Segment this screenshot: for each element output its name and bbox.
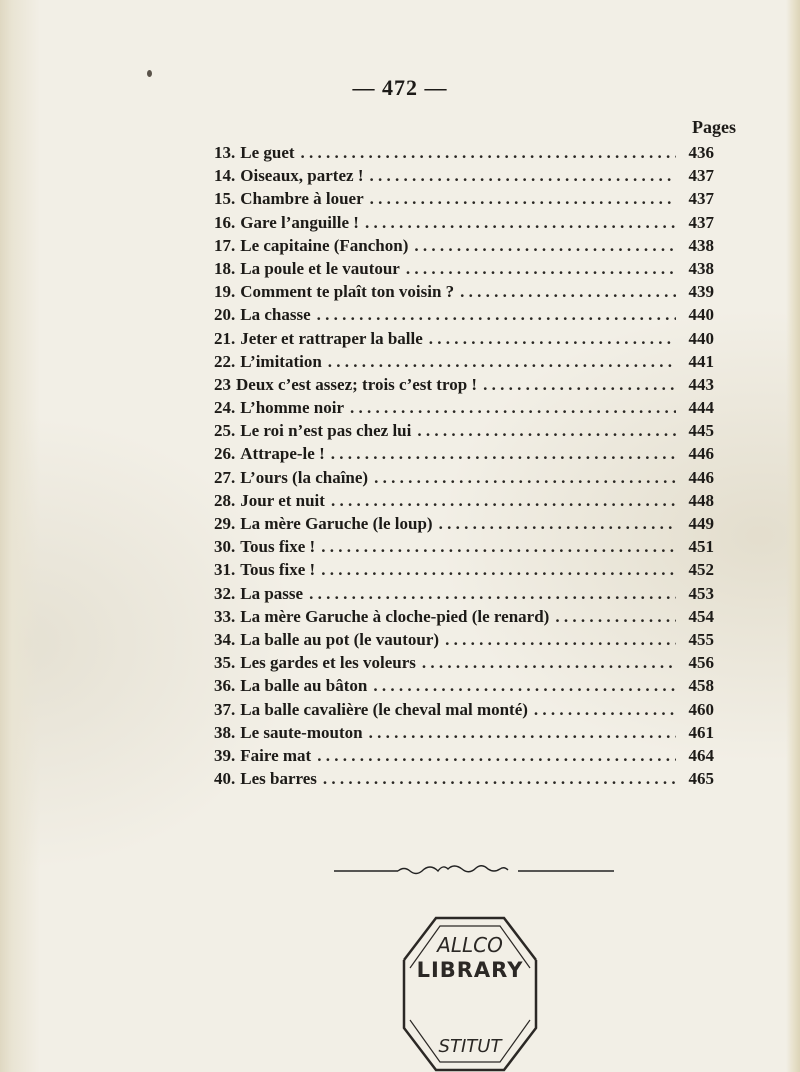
toc-entry-title: Deux c’est assez; trois c’est trop ! (236, 374, 478, 394)
toc-entry (214, 444, 714, 467)
toc-entry-number: 28. (214, 490, 236, 510)
toc-leader-dots (317, 746, 676, 766)
toc-entry (214, 282, 714, 305)
toc-entry (214, 236, 714, 259)
toc-entry-page: 452 (688, 560, 714, 580)
toc-entry-page: 446 (688, 444, 714, 464)
toc-leader-dots (373, 676, 676, 696)
toc-entry-page: 465 (688, 769, 714, 789)
toc-entry-number: 23 (214, 374, 231, 394)
toc-entry-page: 437 (688, 166, 714, 186)
toc-entry-number: 26. (214, 444, 236, 464)
toc-entry-page: 445 (688, 421, 714, 441)
toc-leader-dots (301, 143, 676, 163)
pages-column-header: Pages (692, 117, 736, 137)
toc-entry-number: 18. (214, 258, 236, 278)
decorative-rule-icon (334, 862, 614, 876)
toc-entry-page: 453 (688, 583, 714, 603)
toc-entry-title: Comment te plaît ton voisin ? (240, 282, 455, 302)
toc-entry-title: La balle au pot (le vautour) (240, 629, 440, 649)
toc-entry (214, 305, 714, 328)
toc-leader-dots (429, 329, 676, 349)
toc-entry-page: 458 (688, 676, 714, 696)
toc-entry-title: La passe (240, 583, 304, 603)
toc-entry-number: 19. (214, 282, 236, 302)
toc-entry (214, 537, 714, 560)
toc-leader-dots (422, 653, 676, 673)
toc-entry-number: 39. (214, 745, 236, 765)
toc-entry (214, 329, 714, 352)
toc-entry-title: Faire mat (240, 745, 312, 765)
toc-entry-page: 438 (688, 235, 714, 255)
toc-entry-title: Tous fixe ! (240, 560, 316, 580)
toc-entry-page: 438 (688, 258, 714, 278)
toc-entry-title: La chasse (240, 305, 311, 325)
toc-entry (214, 421, 714, 444)
page-number: — 472 — (352, 75, 448, 100)
toc-entry (214, 584, 714, 607)
page-edge-left (0, 0, 40, 1072)
toc-leader-dots (483, 375, 676, 395)
toc-leader-dots (331, 491, 676, 511)
toc-entry (214, 259, 714, 282)
toc-leader-dots (555, 607, 676, 627)
toc-entry-page: 441 (688, 351, 714, 371)
toc-leader-dots (369, 166, 676, 186)
toc-entry-number: 25. (214, 421, 236, 441)
toc-leader-dots (369, 723, 676, 743)
toc-entry (214, 491, 714, 514)
toc-leader-dots (445, 630, 676, 650)
toc-leader-dots (374, 468, 676, 488)
toc-entry (214, 653, 714, 676)
toc-entry-number: 17. (214, 235, 236, 255)
toc-leader-dots (321, 537, 676, 557)
toc-leader-dots (460, 282, 676, 302)
stamp-arc-text: ALLCO (437, 933, 503, 957)
toc-entry-title: La balle cavalière (le cheval mal monté) (240, 699, 528, 719)
toc-entry-number: 20. (214, 305, 236, 325)
toc-entry-number: 16. (214, 212, 236, 232)
toc-entry-page: 448 (688, 490, 714, 510)
toc-entry-title: Le capitaine (Fanchon) (240, 235, 409, 255)
toc-entry-page: 437 (688, 189, 714, 209)
toc-entry-number: 36. (214, 676, 236, 696)
toc-entry (214, 560, 714, 583)
toc-entry-page: 454 (688, 606, 714, 626)
toc-entry-page: 440 (688, 328, 714, 348)
toc-entry (214, 769, 714, 792)
toc-entry-number: 32. (214, 583, 236, 603)
library-stamp-icon (396, 910, 544, 1072)
toc-entry (214, 514, 714, 537)
toc-entry-number: 31. (214, 560, 236, 580)
toc-entry (214, 700, 714, 723)
toc-entry (214, 607, 714, 630)
toc-entry (214, 375, 714, 398)
toc-entry-number: 13. (214, 143, 236, 162)
toc-entry-number: 35. (214, 653, 236, 673)
toc-entry (214, 723, 714, 746)
toc-entry (214, 746, 714, 769)
toc-entry-number: 38. (214, 722, 236, 742)
toc-leader-dots (370, 189, 676, 209)
toc-entry-number: 40. (214, 769, 236, 789)
toc-entry-number: 34. (214, 629, 236, 649)
toc-entry-number: 21. (214, 328, 236, 348)
toc-entry-title: La balle au bâton (240, 676, 368, 696)
toc-entry-number: 27. (214, 467, 236, 487)
toc-leader-dots (350, 398, 676, 418)
toc-entry-title: Jour et nuit (240, 490, 325, 510)
toc-entry (214, 398, 714, 421)
stamp-lower-text: STITUT (438, 1036, 502, 1057)
toc-entry-title: La mère Garuche (le loup) (240, 514, 433, 533)
toc-entry-title: Le roi n’est pas chez lui (240, 421, 412, 441)
toc-entry-title: Attrape-le ! (240, 444, 325, 464)
toc-entry-page: 460 (688, 699, 714, 719)
toc-entry-number: 33. (214, 606, 236, 626)
toc-entry-title: L’homme noir (240, 398, 344, 418)
toc-leader-dots (331, 444, 676, 464)
toc-entry-title: Le saute-mouton (240, 722, 363, 742)
toc-leader-dots (323, 769, 676, 789)
toc-leader-dots (321, 560, 676, 580)
toc-entry-title: Tous fixe ! (240, 537, 316, 557)
toc-leader-dots (439, 514, 676, 534)
table-of-contents (214, 143, 714, 792)
page-edge-right (786, 0, 800, 1072)
toc-entry-page: 443 (688, 374, 714, 394)
toc-entry-title: Chambre à louer (240, 189, 364, 209)
stamp-label: LIBRARY (416, 958, 524, 982)
toc-leader-dots (414, 236, 676, 256)
toc-entry-title: L’imitation (240, 351, 322, 371)
toc-leader-dots (365, 213, 676, 233)
toc-entry-number: 30. (214, 537, 236, 557)
toc-leader-dots (317, 305, 676, 325)
toc-entry-title: Jeter et rattraper la balle (240, 328, 423, 348)
toc-entry-title: Oiseaux, partez ! (240, 166, 364, 186)
toc-entry-title: L’ours (la chaîne) (240, 467, 369, 487)
toc-entry-number: 37. (214, 699, 236, 719)
toc-entry-title: Les gardes et les voleurs (240, 653, 416, 673)
toc-entry-title: Les barres (240, 769, 317, 789)
toc-entry-page: 444 (688, 398, 714, 418)
toc-leader-dots (328, 352, 676, 372)
toc-entry-page: 461 (688, 722, 714, 742)
toc-entry (214, 630, 714, 653)
toc-entry-page: 464 (688, 745, 714, 765)
toc-leader-dots (417, 421, 676, 441)
toc-leader-dots (534, 700, 676, 720)
toc-entry (214, 352, 714, 375)
toc-entry-page: 436 (688, 143, 714, 162)
toc-entry-number: 15. (214, 189, 236, 209)
toc-entry (214, 468, 714, 491)
toc-entry-number: 24. (214, 398, 236, 418)
toc-entry (214, 166, 714, 189)
toc-leader-dots (406, 259, 676, 279)
toc-entry (214, 676, 714, 699)
toc-entry (214, 213, 714, 236)
toc-entry-page: 449 (688, 514, 714, 533)
toc-entry-title: La mère Garuche à cloche-pied (le renard) (240, 606, 550, 626)
toc-entry-page: 437 (688, 212, 714, 232)
toc-entry-page: 439 (688, 282, 714, 302)
toc-entry-page: 456 (688, 653, 714, 673)
toc-entry-page: 446 (688, 467, 714, 487)
toc-entry-title: Gare l’anguille ! (240, 212, 359, 232)
toc-entry-title: Le guet (240, 143, 295, 162)
toc-entry (214, 189, 714, 212)
toc-entry-page: 440 (688, 305, 714, 325)
toc-entry-title: La poule et le vautour (240, 258, 400, 278)
toc-entry-page: 451 (688, 537, 714, 557)
toc-entry-page: 455 (688, 629, 714, 649)
toc-leader-dots (309, 584, 676, 604)
toc-entry-number: 14. (214, 166, 236, 186)
toc-entry (214, 143, 714, 166)
toc-entry-number: 22. (214, 351, 236, 371)
toc-entry-number: 29. (214, 514, 236, 533)
